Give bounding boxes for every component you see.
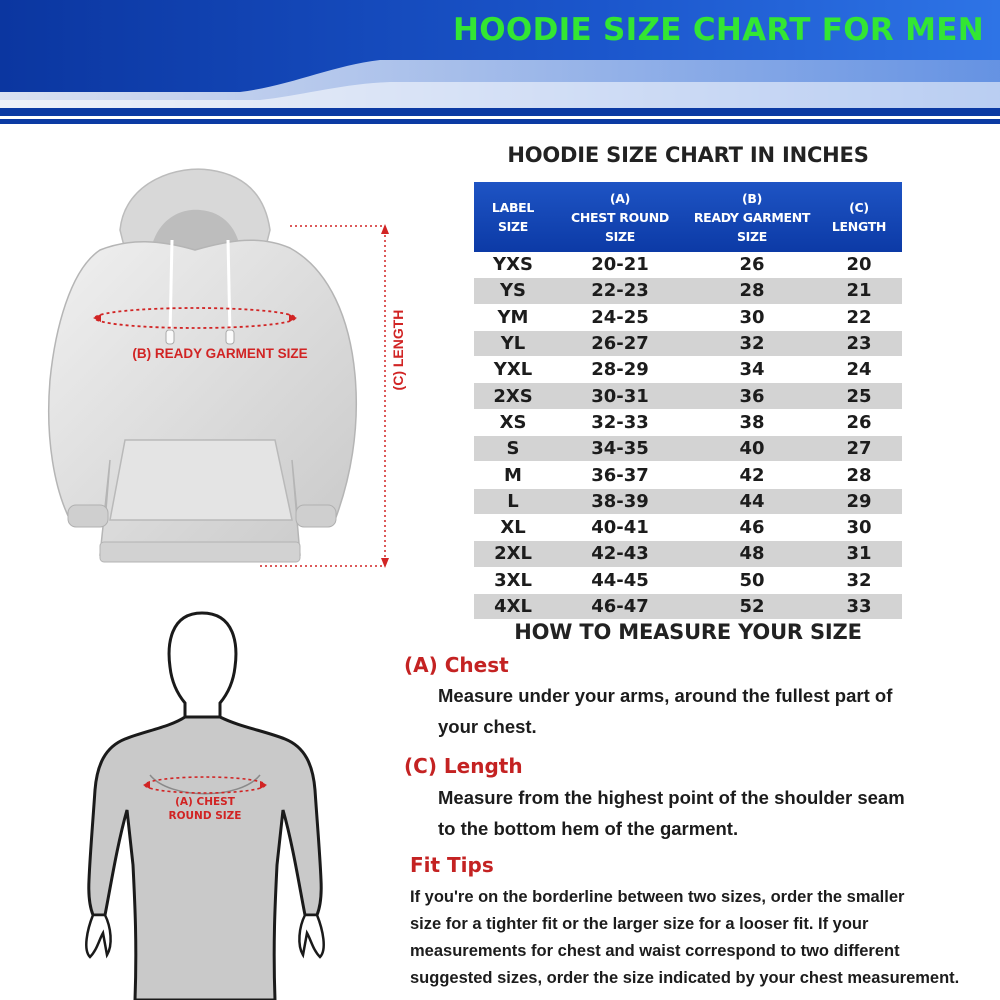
table-cell: 36-37 [552,462,688,488]
table-cell: 24 [816,357,902,383]
table-cell: YL [474,330,552,356]
chest-heading: (A) Chest [404,653,509,677]
table-row [474,514,902,540]
header-label-size [474,182,552,252]
fit-tips-heading: Fit Tips [410,853,494,877]
header-line: SIZE [604,228,636,244]
table-cell: XL [474,514,552,540]
chest-instructions-line1: Measure under your arms, around the fullest part of [438,685,893,706]
length-instructions-line2: to the bottom hem of the garment. [438,818,739,839]
header-ready-garment-size [688,182,816,252]
table-row [474,462,902,488]
table-row [474,278,902,304]
table-cell: 30-31 [552,383,688,409]
header-line: LENGTH [831,219,887,234]
header-line: CHEST ROUND [571,209,669,225]
table-cell: 30 [688,304,816,330]
table-cell: 40 [688,436,816,462]
table-cell: 32 [688,330,816,356]
table-row [474,488,902,514]
table-cell: 28 [816,462,902,488]
length-heading: (C) Length [404,754,523,778]
table-cell: 38-39 [552,488,688,514]
table-title: HOODIE SIZE CHART IN INCHES [507,143,869,167]
ready-garment-size-label: (B) READY GARMENT SIZE [132,346,308,361]
table-cell: 26 [816,409,902,435]
header-line: (A) [609,190,631,206]
fit-tips-line3: measurements for chest and waist correspond to two different [410,942,900,960]
table-cell: 22 [816,304,902,330]
table-cell: 20-21 [552,252,688,278]
table-cell: 28 [688,278,816,304]
table-cell: 46-47 [552,593,688,619]
header-line: (B) [741,190,763,206]
chest-label-line: (A) CHEST [175,796,235,808]
table-cell: 36 [688,383,816,409]
table-cell: 44-45 [552,567,688,593]
table-row [474,567,902,593]
header-length [816,182,902,252]
table-cell: 20 [816,252,902,278]
table-cell: 32-33 [552,409,688,435]
table-cell: 23 [816,330,902,356]
table-cell: 26 [688,252,816,278]
table-cell: 34 [688,357,816,383]
table-cell: 22-23 [552,278,688,304]
fit-tips-line2: size for a tighter fit or the larger size for a looser fit. If your [410,915,869,933]
size-chart-table [474,182,902,620]
table-cell: 46 [688,514,816,540]
header-line: LABEL [491,200,535,215]
table-cell: 21 [816,278,902,304]
table-cell: 26-27 [552,330,688,356]
fit-tips-line4: suggested sizes, order the size indicated by your chest measurement. [410,969,960,987]
table-cell: 3XL [474,567,552,593]
table-cell: 4XL [474,593,552,619]
table-cell: S [474,436,552,462]
table-row [474,383,902,409]
table-row [474,541,902,567]
header-line: SIZE [736,228,768,244]
body-figure [75,605,345,1000]
table-cell: 31 [816,541,902,567]
table-row [474,593,902,619]
table-cell: YXS [474,252,552,278]
chest-round-size-label [145,795,265,823]
table-cell: 2XS [474,383,552,409]
hoodie-illustration [30,160,450,580]
table-row [474,436,902,462]
table-cell: YM [474,304,552,330]
length-instructions-line1: Measure from the highest point of the shoulder seam [438,787,905,808]
table-cell: 29 [816,488,902,514]
table-cell: 30 [816,514,902,540]
table-cell: 48 [688,541,816,567]
table-cell: 33 [816,593,902,619]
table-cell: 27 [816,436,902,462]
table-cell: 28-29 [552,357,688,383]
table-cell: 50 [688,567,816,593]
chest-label-line: ROUND SIZE [168,810,242,822]
table-cell: 2XL [474,541,552,567]
table-cell: 34-35 [552,436,688,462]
header-line: SIZE [497,219,529,234]
header-line: READY GARMENT [693,209,811,225]
table-cell: L [474,488,552,514]
table-cell: 25 [816,383,902,409]
header-line: (C) [849,200,869,215]
table-cell: XS [474,409,552,435]
header-banner [0,0,1000,132]
table-header-row [474,182,902,252]
table-cell: 44 [688,488,816,514]
table-cell: YXL [474,357,552,383]
table-cell: 32 [816,567,902,593]
table-row [474,252,902,278]
header-chest-round-size [552,182,688,252]
table-cell: YS [474,278,552,304]
length-label: (C) LENGTH [390,309,406,391]
table-row [474,357,902,383]
table-row [474,330,902,356]
table-cell: 42 [688,462,816,488]
table-cell: 24-25 [552,304,688,330]
chest-instructions-line2: your chest. [438,716,537,737]
table-cell: M [474,462,552,488]
measure-section-title: HOW TO MEASURE YOUR SIZE [514,620,862,644]
table-cell: 38 [688,409,816,435]
table-cell: 42-43 [552,541,688,567]
table-row [474,304,902,330]
hoodie-icon [30,160,450,580]
table-cell: 52 [688,593,816,619]
page-title: HOODIE SIZE CHART FOR MEN [453,12,984,48]
fit-tips-line1: If you're on the borderline between two sizes, order the smaller [410,888,905,906]
table-cell: 40-41 [552,514,688,540]
table-row [474,409,902,435]
